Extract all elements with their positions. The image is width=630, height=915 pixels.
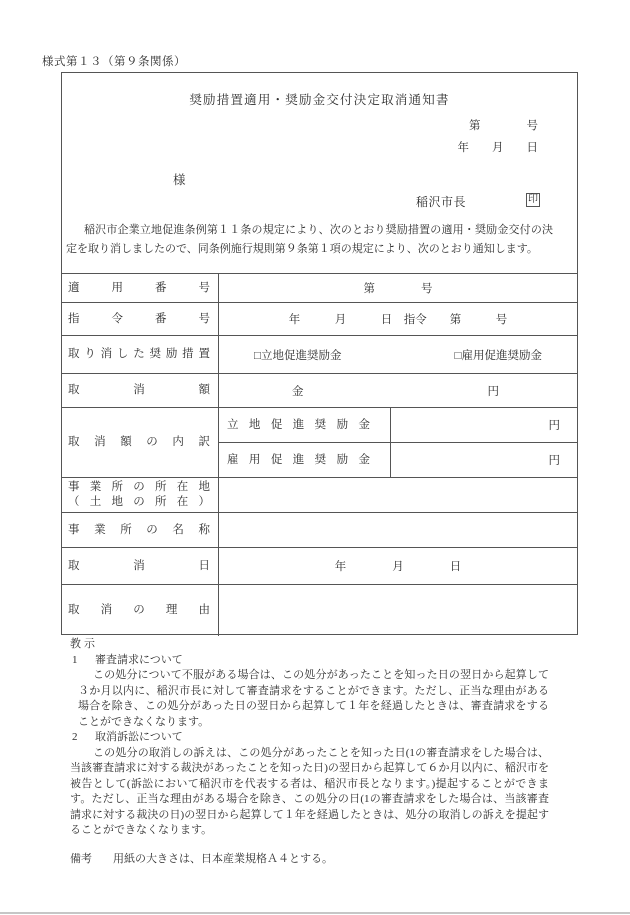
cancellation-date-label: 取消日 xyxy=(68,559,210,572)
scan-bottom-edge xyxy=(0,912,630,914)
document-frame xyxy=(61,72,578,635)
office-name-row xyxy=(62,512,577,547)
doc-number-date-block xyxy=(458,115,539,159)
directive-number-row xyxy=(62,302,577,335)
cancellation-reason-label: 取消の理由 xyxy=(68,604,210,616)
form-table xyxy=(62,273,577,636)
checkbox-location-incentive: □立地促進奨励金 xyxy=(254,349,342,362)
cancellation-reason-value xyxy=(219,585,577,636)
notice-item-1-body: この処分について不服がある場合は、この処分があったことを知った日の翌日から起算して３か月以内に、稲沢市長に対して審査請求をすることができます。ただし、正当な理由がある場合を除き、この処分があった日の翌日から起算して１年を経過したときは、審査請求をすることができなくなります。 xyxy=(78,669,549,728)
doc-number: 第 号 xyxy=(469,120,538,132)
cancellation-date-value: 年 月 日 xyxy=(334,561,462,573)
breakdown-employment-row xyxy=(219,442,577,477)
remarks-text: 用紙の大きさは、日本産業規格Ａ４とする。 xyxy=(113,852,333,865)
office-address-row xyxy=(62,477,577,512)
cancelled-amount-label: 取消額 xyxy=(68,384,210,396)
intro-paragraph: 稲沢市企業立地促進条例第１１条の規定により、次のとおり奨励措置の適用・奨励金交付の決定を取り消しましたので、同条例施行規則第９条第１項の規定により、次のとおり通知します。 xyxy=(66,224,553,255)
notice-item-2-heading xyxy=(70,730,549,746)
application-number-value: 第 号 xyxy=(363,283,433,295)
notice-section xyxy=(70,637,549,867)
doc-date: 年 月 日 xyxy=(457,142,538,154)
notice-item-1-heading xyxy=(70,653,549,669)
notice-item-1-number: 1 xyxy=(72,653,78,666)
notice-item-2-body: この処分の取消しの訴えは、この処分があったことを知った日(1の審査請求をした場合は、当該審査請求に対する裁決があったことを知った日)の翌日から起算して６か月以内に、稲沢市を被告として(訴訟において稲沢市を代表する者は、稲沢市長となります。)提起することができます。ただし、正当な理由がある場合を除き、この処分の日(1の審査請求をした場合は、当該審査請求に対する裁決の日)の翌日から起算して１年を経過したときは、処分の取消しの訴えを提起することができなくなります。 xyxy=(70,746,549,836)
breakdown-employment-unit: 円 xyxy=(548,455,560,467)
checkbox-employment-incentive: □雇用促進奨励金 xyxy=(454,349,542,362)
application-number-label: 適用番号 xyxy=(68,281,210,294)
cancelled-amount-row xyxy=(62,373,577,407)
cancelled-measures-row xyxy=(62,335,577,373)
issuer-name: 稲沢市長 xyxy=(416,195,467,209)
cancellation-date-row xyxy=(62,547,577,584)
directive-number-label: 指令番号 xyxy=(68,312,210,325)
office-address-label-line1: 事業所の所在地 xyxy=(68,481,210,493)
breakdown-location-row xyxy=(219,408,577,442)
addressee-suffix: 様 xyxy=(173,173,186,187)
notice-item-2-number: 2 xyxy=(72,731,78,743)
breakdown-location-unit: 円 xyxy=(548,420,560,432)
remarks-line xyxy=(70,852,549,868)
cancellation-reason-row xyxy=(62,584,577,636)
cancelled-measures-label: 取り消した奨励措置 xyxy=(68,348,210,360)
amount-unit: 円 xyxy=(487,385,499,398)
amount-breakdown-label: 取消額の内訳 xyxy=(68,436,210,448)
amount-prefix: 金 xyxy=(292,385,304,398)
directive-number-value: 年 月 日 指令 第 号 xyxy=(288,314,508,326)
office-address-label-line2: （土地の所在） xyxy=(68,496,210,508)
form-number: 様式第１３（第９条関係） xyxy=(42,56,186,68)
application-number-row xyxy=(62,273,577,302)
breakdown-employment-label: 雇用促進奨励金 xyxy=(227,453,370,466)
notice-heading: 教示 xyxy=(70,638,98,650)
seal-mark-icon: 印 xyxy=(528,194,538,205)
office-name-value xyxy=(219,513,577,547)
issuer-line xyxy=(416,193,540,209)
breakdown-location-label: 立地促進奨励金 xyxy=(227,418,370,431)
office-name-label: 事業所の名称 xyxy=(68,523,210,536)
notice-item-2-title: 取消訴訟について xyxy=(95,731,183,743)
amount-breakdown-row xyxy=(62,407,577,477)
office-address-value xyxy=(219,478,577,512)
remarks-label: 備考 xyxy=(70,852,92,865)
notice-item-1-title: 審査請求について xyxy=(95,653,183,666)
document-title: 奨励措置適用・奨励金交付決定取消通知書 xyxy=(189,93,450,107)
